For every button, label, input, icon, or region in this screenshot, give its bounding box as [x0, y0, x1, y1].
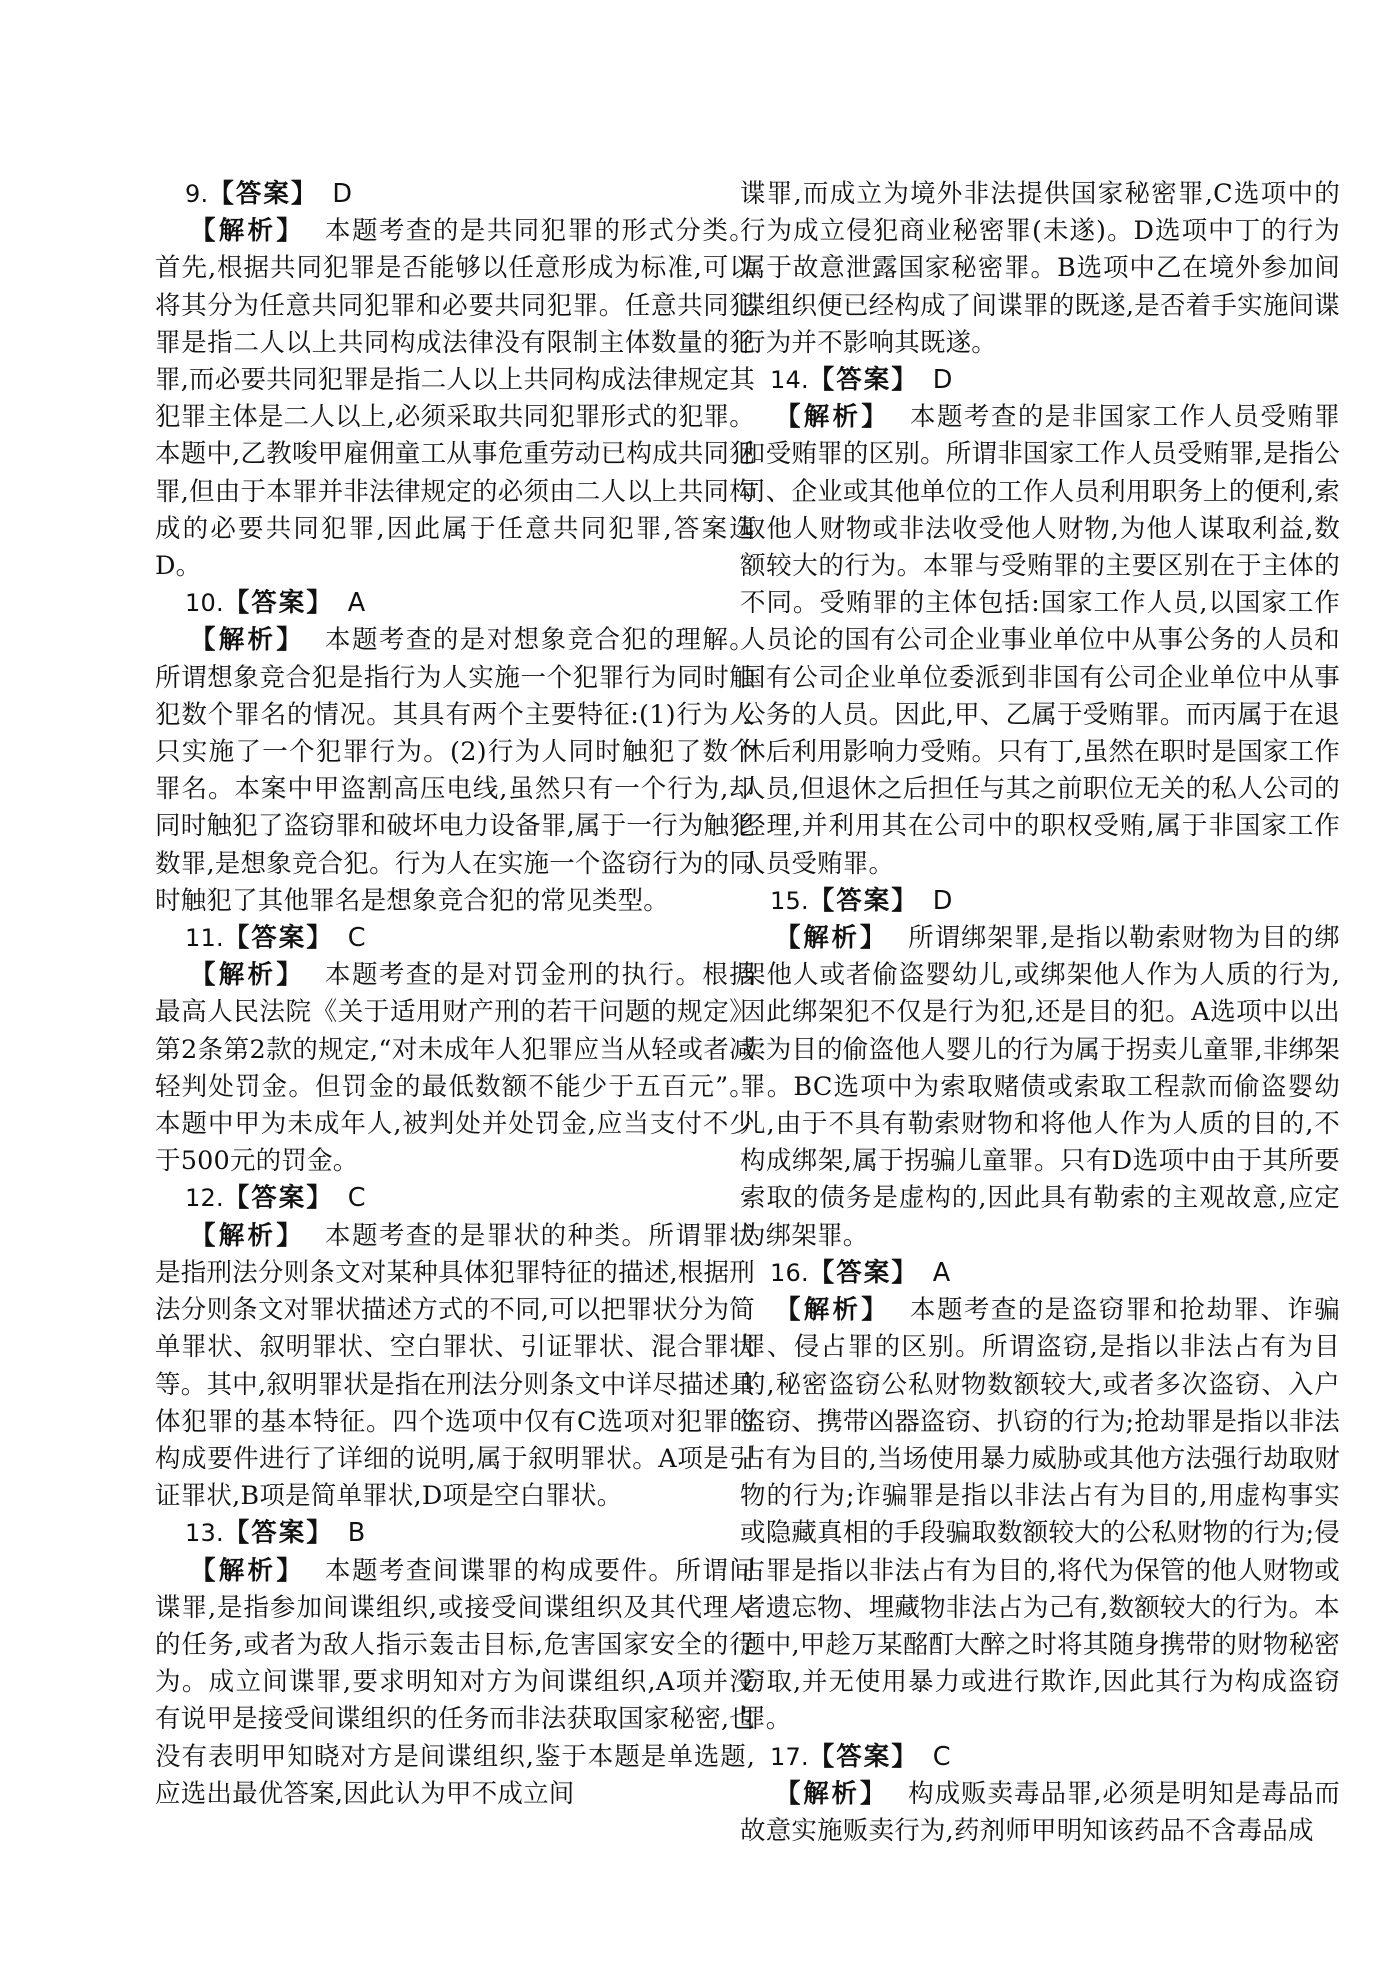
analysis-tag: 【解析】 — [775, 402, 891, 433]
answer-tag: 【答案】 — [223, 588, 334, 619]
question-number: 15. — [770, 886, 809, 915]
answer-letter: B — [347, 1518, 366, 1549]
analysis-text: 本题考查间谍罪的构成要件。所谓间谍罪,是指参加间谍组织,或接受间谍组织及其代理人的任务,或者为敌人指示轰击目标,危害国家安全的行为。成立间谍罪,要求明知对方为间谍组织,A项并没有说甲是接受间谍组织的任务而非法获取国家秘密,也没有表明甲知晓对方是间谍组织,鉴于本题是单选题,应选出最优答案,因此认为甲不成立间 — [155, 1555, 755, 1809]
answer-line-13 — [155, 1515, 755, 1552]
analysis-paragraph-16 — [740, 1292, 1340, 1738]
answer-tag: 【答案】 — [808, 1741, 919, 1772]
answer-letter: A — [347, 588, 366, 619]
answer-line-12 — [155, 1180, 755, 1217]
analysis-text: 本题考查的是罪状的种类。所谓罪状是指刑法分则条文对某种具体犯罪特征的描述,根据刑法分则条文对罪状描述方式的不同,可以把罪状分为简单罪状、叙明罪状、空白罪状、引证罪状、混合罪状等。其中,叙明罪状是指在刑法分则条文中详尽描述具体犯罪的基本特征。四个选项中仅有C选项对犯罪的构成要件进行了详细的说明,属于叙明罪状。A项是引证罪状,B项是简单罪状,D项是空白罪状。 — [155, 1220, 755, 1512]
answer-tag: 【答案】 — [223, 923, 334, 954]
analysis-text: 本题考查的是盗窃罪和抢劫罪、诈骗罪、侵占罪的区别。所谓盗窃,是指以非法占有为目的,秘密盗窃公私财物数额较大,或者多次盗窃、入户盗窃、携带凶器盗窃、扒窃的行为;抢劫罪是指以非法占有为目的,当场使用暴力威胁或其他方法强行劫取财物的行为;诈骗罪是指以非法占有为目的,用虚构事实或隐藏真相的手段骗取数额较大的公私财物的行为;侵占罪是指以非法占有为目的,将代为保管的他人财物或者遗忘物、埋藏物非法占为己有,数额较大的行为。本题中,甲趁万某酩酊大醉之时将其随身携带的财物秘密窃取,并无使用暴力或进行欺诈,因此其行为构成盗窃罪。 — [740, 1295, 1340, 1735]
question-number: 13. — [185, 1519, 224, 1548]
answer-tag: 【答案】 — [808, 1257, 919, 1288]
analysis-paragraph-15 — [740, 920, 1340, 1255]
question-number: 9. — [185, 180, 209, 208]
analysis-paragraph-17 — [740, 1776, 1340, 1850]
answer-tag: 【答案】 — [208, 179, 319, 209]
analysis-paragraph-11 — [155, 957, 755, 1180]
right-column — [740, 176, 1340, 1850]
answer-letter: C — [932, 1741, 951, 1772]
answer-line-15 — [740, 883, 1340, 920]
answer-letter: D — [332, 179, 353, 209]
analysis-paragraph-13 — [155, 1553, 755, 1813]
analysis-tag: 【解析】 — [775, 923, 889, 954]
analysis-text: 所谓绑架罪,是指以勒索财物为目的绑架他人或者偷盗婴幼儿,或绑架他人作为人质的行为,因此绑架犯不仅是行为犯,还是目的犯。A选项中以出卖为目的偷盗他人婴儿的行为属于拐卖儿童罪,非绑架罪。BC选项中为索取赌债或索取工程款而偷盗婴幼儿,由于不具有勒索财物和将他人作为人质的目的,不构成绑架,属于拐骗儿童罪。只有D选项中由于其所要索取的债务是虚构的,因此具有勒索的主观故意,应定为绑架罪。 — [740, 923, 1340, 1251]
answer-letter: C — [347, 1183, 366, 1214]
answer-line-11 — [155, 920, 755, 957]
analysis-text: 本题考查的是对罚金刑的执行。根据最高人民法院《关于适用财产刑的若干问题的规定》第2条第2款的规定,“对未成年人犯罪应当从轻或者减轻判处罚金。但罚金的最低数额不能少于五百元”。本题中甲为未成年人,被判处并处罚金,应当支付不少于500元的罚金。 — [155, 960, 755, 1177]
answer-letter: C — [347, 923, 366, 954]
answer-letter: D — [932, 365, 953, 396]
analysis-paragraph-12 — [155, 1218, 755, 1516]
analysis-tag: 【解析】 — [775, 1295, 891, 1326]
answer-line-16 — [740, 1255, 1340, 1292]
answer-tag: 【答案】 — [223, 1518, 334, 1549]
question-number: 11. — [185, 924, 224, 953]
analysis-text: 本题考查的是非国家工作人员受贿罪和受贿罪的区别。所谓非国家工作人员受贿罪,是指公司、企业或其他单位的工作人员利用职务上的便利,索取他人财物或非法收受他人财物,为他人谋取利益,数额较大的行为。本罪与受贿罪的主要区别在于主体的不同。受贿罪的主体包括:国家工作人员,以国家工作人员论的国有公司企业事业单位中从事公务的人员和国有公司企业单位委派到非国有公司企业单位中从事公务的人员。因此,甲、乙属于受贿罪。而丙属于在退休后利用影响力受贿。只有丁,虽然在职时是国家工作人员,但退休之后担任与其之前职位无关的私人公司的经理,并利用其在公司中的职权受贿,属于非国家工作人员受贿罪。 — [740, 402, 1340, 879]
analysis-tag: 【解析】 — [190, 960, 306, 991]
analysis-tag: 【解析】 — [190, 625, 306, 656]
question-number: 17. — [770, 1742, 809, 1771]
analysis-continuation-13: 谍罪,而成立为境外非法提供国家秘密罪,C选项中的行为成立侵犯商业秘密罪(未遂)。D选项中丁的行为属于故意泄露国家秘密罪。B选项中乙在境外参加间谍组织便已经构成了间谍罪的既遂,是否着手实施间谍行为并不影响其既遂。 — [740, 179, 1340, 358]
analysis-paragraph-10 — [155, 622, 755, 920]
answer-tag: 【答案】 — [808, 365, 919, 396]
analysis-paragraph-9 — [155, 213, 755, 585]
analysis-tag: 【解析】 — [190, 1220, 306, 1251]
analysis-tag: 【解析】 — [190, 1555, 306, 1586]
left-column — [155, 176, 755, 1813]
question-number: 12. — [185, 1184, 224, 1213]
question-number: 16. — [770, 1258, 809, 1287]
analysis-text: 本题考查的是对想象竞合犯的理解。所谓想象竞合犯是指行为人实施一个犯罪行为同时触犯数个罪名的情况。其具有两个主要特征:(1)行为人只实施了一个犯罪行为。(2)行为人同时触犯了数个罪名。本案中甲盗割高压电线,虽然只有一个行为,却同时触犯了盗窃罪和破坏电力设备罪,属于一行为触犯数罪,是想象竞合犯。行为人在实施一个盗窃行为的同时触犯了其他罪名是想象竞合犯的常见类型。 — [155, 625, 755, 916]
answer-line-17 — [740, 1739, 1340, 1776]
analysis-text: 构成贩卖毒品罪,必须是明知是毒品而故意实施贩卖行为,药剂师甲明知该药品不含毒品成 — [740, 1778, 1340, 1846]
analysis-tag: 【解析】 — [190, 216, 306, 247]
analysis-text: 本题考查的是共同犯罪的形式分类。首先,根据共同犯罪是否能够以任意形成为标准,可以将其分为任意共同犯罪和必要共同犯罪。任意共同犯罪是指二人以上共同构成法律没有限制主体数量的犯罪,而必要共同犯罪是指二人以上共同构成法律规定其犯罪主体是二人以上,必须采取共同犯罪形式的犯罪。本题中,乙教唆甲雇佣童工从事危重劳动已构成共同犯罪,但由于本罪并非法律规定的必须由二人以上共同构成的必要共同犯罪,因此属于任意共同犯罪,答案选D。 — [155, 216, 755, 582]
answer-tag: 【答案】 — [223, 1183, 334, 1214]
analysis-paragraph-14 — [740, 399, 1340, 883]
answer-line-9 — [155, 176, 755, 213]
answer-line-14 — [740, 362, 1340, 399]
answer-letter: A — [932, 1257, 951, 1288]
answer-letter: D — [932, 885, 953, 916]
answer-line-10 — [155, 585, 755, 622]
answer-tag: 【答案】 — [808, 885, 919, 916]
question-number: 14. — [770, 366, 809, 395]
analysis-tag: 【解析】 — [775, 1778, 889, 1809]
question-number: 10. — [185, 589, 224, 618]
